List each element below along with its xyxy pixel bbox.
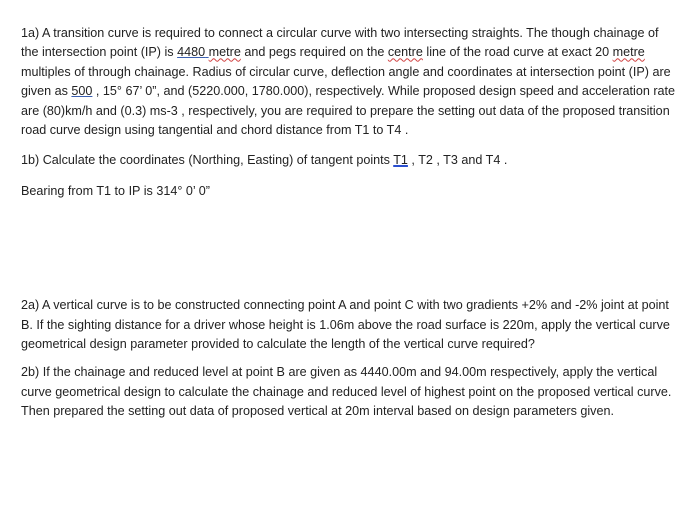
q1b-text-1: 1b) Calculate the coordinates (Northing, Easting) of tangent points [21, 153, 394, 168]
q1a-text-5: multiples of through chainage. Radius of circular curve, deflection angle and coordinates at intersection point (IP) are given as [21, 64, 671, 99]
ip-chainage-value: 4480 [177, 45, 206, 60]
question-1a [21, 24, 677, 140]
q1a-text-3: and pegs required on the [240, 45, 388, 60]
radius-value: 500 [71, 84, 93, 99]
tangent-point-t1: T1 [393, 153, 408, 168]
metre-word-1: metre [208, 45, 241, 60]
bearing-statement: Bearing from T1 to IP is 314° 0’ 0” [21, 183, 210, 198]
question-2b: 2b) If the chainage and reduced level at point B are given as 4440.00m and 94.00m respectively, apply the vertical curve geometrical design to calculate the chainage and reduced level of highest point on the proposed vertical curve. Then prepared the setting out data of proposed vertical at 20m interval based on design parameters given. [21, 365, 672, 419]
q1a-text-4: line of the road curve at exact 20 [422, 45, 613, 60]
metre-word-2: metre [612, 45, 645, 60]
question-2a: 2a) A vertical curve is to be constructed connecting point A and point C with two gradients +2% and -2% joint at point B. If the sighting distance for a driver whose height is 1.06m above the road surface is 220m, apply the vertical curve geometrical design parameter provided to calculate the length of the vertical curve required? [21, 298, 670, 352]
question-1b [21, 151, 677, 170]
document-body [21, 24, 677, 422]
q1a-text-6: , 15° 67’ 0”, and (5220.000, 1780.000), respectively. While proposed design speed and acceleration rate are (80)km/h and (0.3) ms-3 , respectively, you are required to prepare the setting out data of the proposed transition road curve design using tangential and chord distance from T1 to T4 . [21, 84, 676, 138]
q1b-text-2: , T2 , T3 and T4 . [407, 153, 508, 168]
q1a-text-1: 1a) A transition curve is required to connect a circular curve with two intersecting straights. The though chainage of the intersection point (IP) is [21, 26, 659, 60]
centre-word: centre [387, 45, 423, 60]
